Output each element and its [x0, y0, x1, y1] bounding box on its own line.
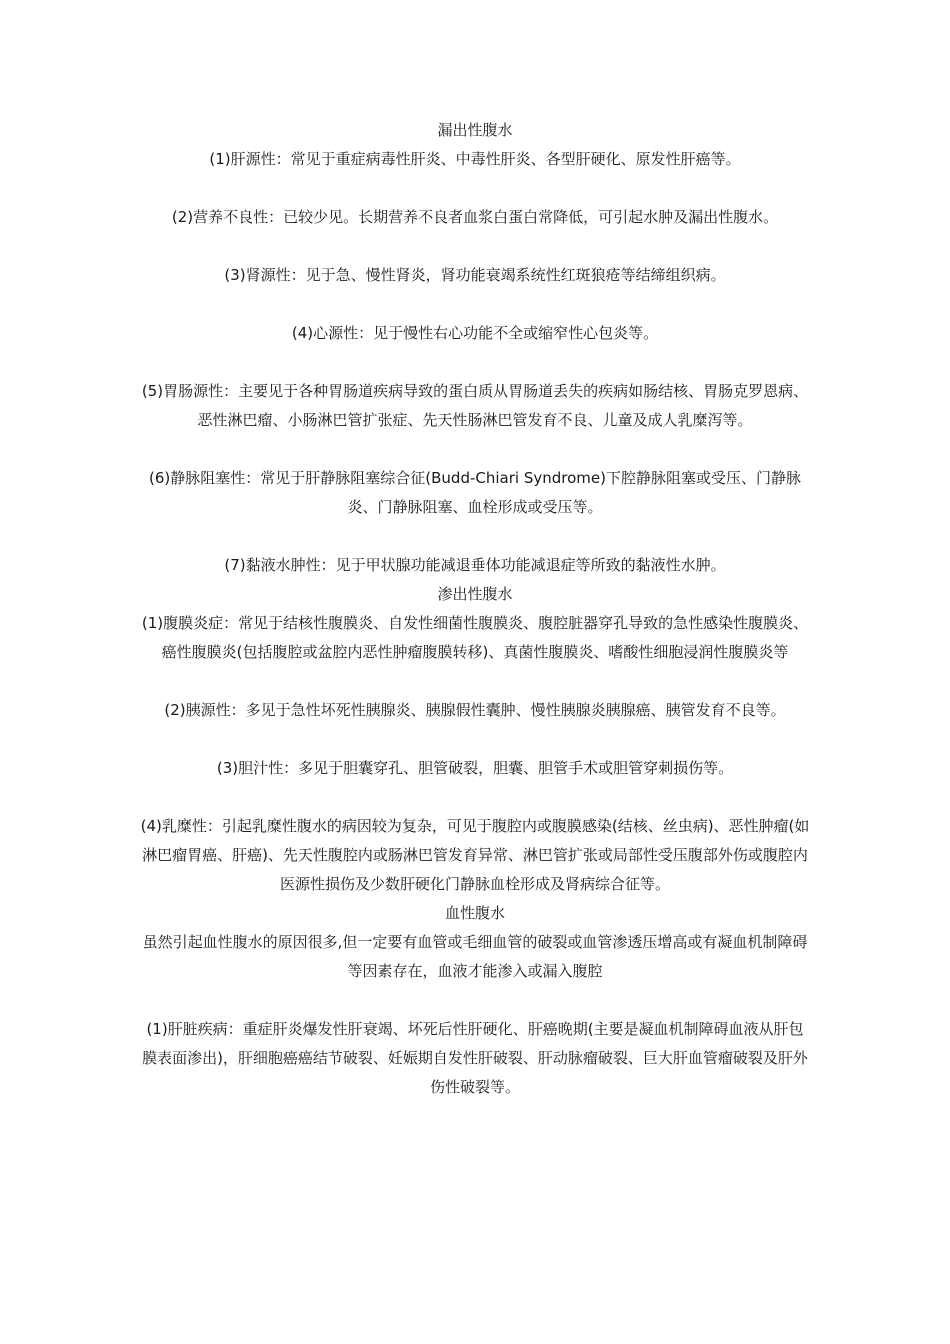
paragraph-liver-disease: (1)肝脏疾病：重症肝炎爆发性肝衰竭、坏死后性肝硬化、肝癌晚期(主要是凝血机制障碍血液从肝包膜表面渗出)，肝细胞癌癌结节破裂、妊娠期自发性肝破裂、肝动脉瘤破裂、巨大肝血管瘤破裂及肝外伤性破裂等。: [142, 1020, 808, 1096]
paragraph-nephrogenic: (3)肾源性：见于急、慢性肾炎，肾功能衰竭系统性红斑狼疮等结缔组织病。: [224, 266, 726, 284]
paragraph-venous-obstruction: (6)静脉阻塞性：常见于肝静脉阻塞综合征(Budd-Chiari Syndrome)下腔静脉阻塞或受压、门静脉炎、门静脉阻塞、血栓形成或受压等。: [149, 469, 801, 516]
section-heading-transudate: 漏出性腹水: [437, 121, 513, 139]
paragraph-hemorrhagic-intro: 虽然引起血性腹水的原因很多,但一定要有血管或毛细血管的破裂或血管渗透压增高或有凝血机制障碍等因素存在，血液才能渗入或漏入腹腔: [142, 933, 808, 980]
paragraph-hepatogenic: (1)肝源性：常见于重症病毒性肝炎、中毒性肝炎、各型肝硬化、原发性肝癌等。: [209, 150, 741, 168]
section-heading-hemorrhagic: 血性腹水: [444, 904, 505, 922]
paragraph-gastrointestinal: (5)胃肠源性：主要见于各种胃肠道疾病导致的蛋白质从胃肠道丢失的疾病如肠结核、胃肠克罗恩病、恶性淋巴瘤、小肠淋巴管扩张症、先天性肠淋巴管发育不良、儿童及成人乳糜泻等。: [141, 382, 809, 429]
paragraph-myxedema: (7)黏液水肿性：见于甲状腺功能减退垂体功能减退症等所致的黏液性水肿。: [224, 556, 726, 574]
section-heading-exudate: 渗出性腹水: [437, 585, 513, 603]
paragraph-cardiogenic: (4)心源性：见于慢性右心功能不全或缩窄性心包炎等。: [291, 324, 659, 342]
paragraph-peritonitis: (1)腹膜炎症：常见于结核性腹膜炎、自发性细菌性腹膜炎、腹腔脏器穿孔导致的急性感染性腹膜炎、癌性腹膜炎(包括腹腔或盆腔内恶性肿瘤腹膜转移)、真菌性腹膜炎、嗜酸性细胞浸润性腹膜炎等: [141, 614, 809, 661]
document-page: [140, 116, 810, 1102]
paragraph-pancreatogenic: (2)胰源性：多见于急性坏死性胰腺炎、胰腺假性囊肿、慢性胰腺炎胰腺癌、胰管发育不良等。: [164, 701, 786, 719]
paragraph-chylous: (4)乳糜性：引起乳糜性腹水的病因较为复杂，可见于腹腔内或腹膜感染(结核、丝虫病)、恶性肿瘤(如淋巴瘤胃癌、肝癌)、先天性腹腔内或肠淋巴管发育异常、淋巴管扩张或局部性受压腹部外伤或腹腔内医源性损伤及少数肝硬化门静脉血栓形成及肾病综合征等。: [140, 817, 810, 893]
paragraph-malnutrition: (2)营养不良性：已较少见。长期营养不良者血浆白蛋白常降低，可引起水肿及漏出性腹水。: [171, 208, 779, 226]
paragraph-biliary: (3)胆汁性：多见于胆囊穿孔、胆管破裂，胆囊、胆管手术或胆管穿刺损伤等。: [216, 759, 734, 777]
